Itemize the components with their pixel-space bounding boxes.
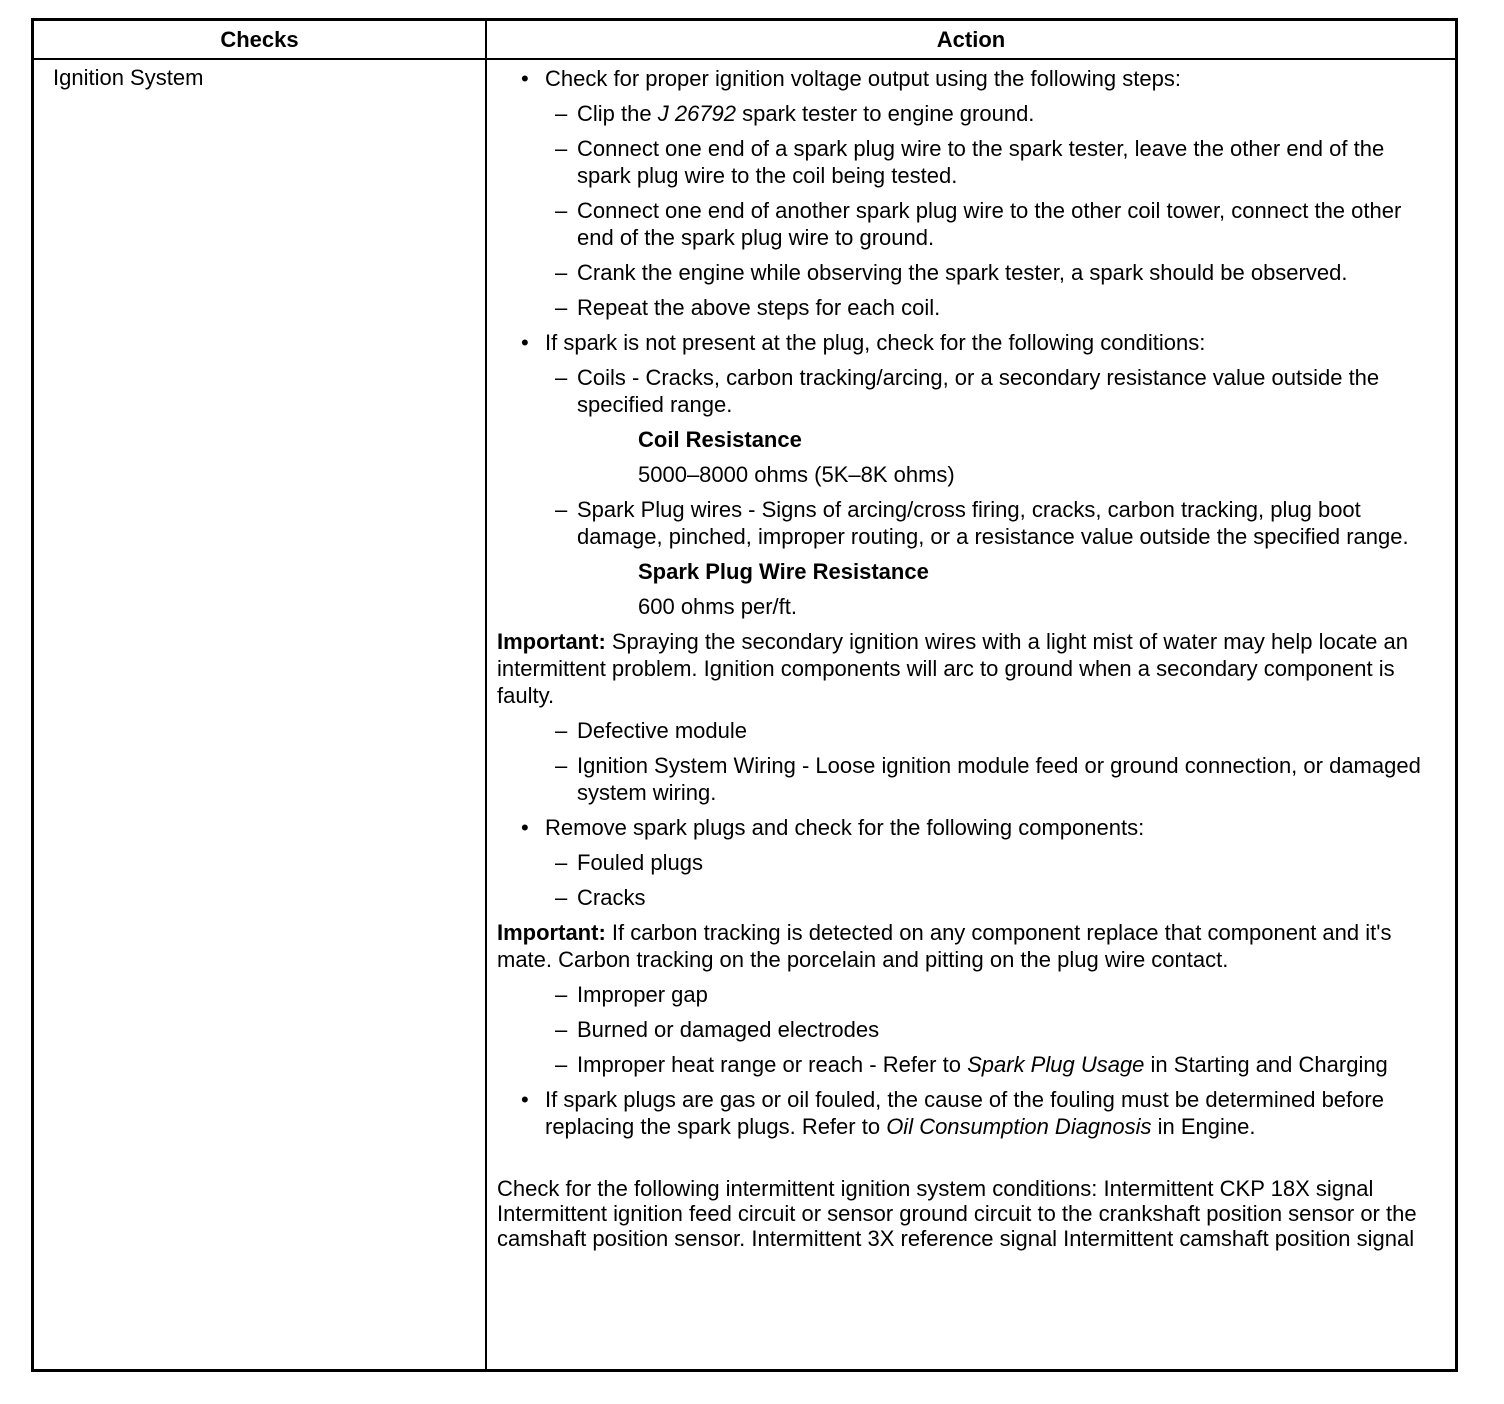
- dash-icon: –: [555, 365, 568, 390]
- dash-icon: –: [555, 850, 568, 875]
- dash-icon: –: [555, 497, 568, 522]
- dash-item: – Burned or damaged electrodes: [555, 1017, 880, 1042]
- bullet-icon: •: [521, 330, 529, 355]
- dash-item: – Coils - Cracks, carbon tracking/arcing, or a secondary resistance value outside the specified range.: [555, 365, 1380, 417]
- dash-icon: –: [555, 295, 568, 320]
- dash-item: – Spark Plug wires - Signs of arcing/cross firing, cracks, carbon tracking, plug boot damage, pinched, improper routing, or a resistance value outside the specified range.: [555, 497, 1409, 549]
- dash-icon: –: [555, 885, 568, 910]
- column-divider: [485, 21, 487, 1369]
- bullet-item: • If spark plugs are gas or oil fouled, the cause of the fouling must be determined before replacing the spark plugs. Refer to Oil Consumption Diagnosis in Engine.: [521, 1087, 1384, 1139]
- dash-item: – Improper gap: [555, 982, 708, 1007]
- intermittent-conditions-text: Check for the following intermittent ignition system conditions: Intermittent CKP 18X signal Intermittent ignition feed circuit or sensor ground circuit to the crankshaft position sensor or the camshaft position sensor. Intermittent 3X reference signal Intermittent camshaft position signal: [497, 1176, 1417, 1251]
- header-checks: Checks: [220, 27, 299, 52]
- dash-item: – Repeat the above steps for each coil.: [555, 295, 941, 320]
- dash-icon: –: [555, 260, 568, 285]
- cross-reference-link[interactable]: Spark Plug Usage: [967, 1052, 1145, 1077]
- dash-item: – Fouled plugs: [555, 850, 703, 875]
- bullet-item: • Check for proper ignition voltage output using the following steps:: [521, 66, 1181, 91]
- dash-item: – Improper heat range or reach - Refer to Spark Plug Usage in Starting and Charging: [555, 1052, 1388, 1077]
- cross-reference-link[interactable]: Oil Consumption Diagnosis: [886, 1114, 1152, 1139]
- spec-label: Spark Plug Wire Resistance: [638, 559, 929, 584]
- diagnostic-table: [31, 18, 1458, 1372]
- dash-icon: –: [555, 136, 568, 161]
- dash-item: – Clip the J 26792 spark tester to engine ground.: [555, 101, 1035, 126]
- dash-item: – Crank the engine while observing the spark tester, a spark should be observed.: [555, 260, 1348, 285]
- bullet-icon: •: [521, 1087, 529, 1112]
- dash-icon: –: [555, 1052, 568, 1077]
- dash-icon: –: [555, 198, 568, 223]
- dash-item: – Cracks: [555, 885, 646, 910]
- dash-item: – Connect one end of a spark plug wire to the spark tester, leave the other end of the spark plug wire to the coil being tested.: [555, 136, 1385, 188]
- spec-value: 5000–8000 ohms (5K–8K ohms): [638, 462, 955, 487]
- dash-item: – Defective module: [555, 718, 747, 743]
- table-header-row: [34, 21, 1455, 60]
- header-action: Action: [936, 27, 1006, 52]
- important-note: Important: If carbon tracking is detected on any component replace that component and it's mate. Carbon tracking on the porcelain and pitting on the plug wire contact.: [497, 920, 1392, 972]
- spec-value: 600 ohms per/ft.: [638, 594, 797, 619]
- bullet-item: • If spark is not present at the plug, check for the following conditions:: [521, 330, 1206, 355]
- action-cell: [497, 65, 1443, 1251]
- tool-reference: J 26792: [657, 101, 737, 126]
- dash-icon: –: [555, 982, 568, 1007]
- dash-item: – Ignition System Wiring - Loose ignition module feed or ground connection, or damaged system wiring.: [555, 753, 1421, 805]
- check-name: Ignition System: [53, 65, 204, 90]
- important-note: Important: Spraying the secondary ignition wires with a light mist of water may help locate an intermittent problem. Ignition components will arc to ground when a secondary component is faulty.: [497, 629, 1408, 708]
- dash-item: – Connect one end of another spark plug wire to the other coil tower, connect the other end of the spark plug wire to ground.: [555, 198, 1402, 250]
- bullet-icon: •: [521, 815, 529, 840]
- dash-icon: –: [555, 1017, 568, 1042]
- spec-label: Coil Resistance: [638, 427, 802, 452]
- bullet-icon: •: [521, 66, 529, 91]
- dash-icon: –: [555, 718, 568, 743]
- dash-icon: –: [555, 101, 568, 126]
- bullet-item: • Remove spark plugs and check for the following components:: [521, 815, 1145, 840]
- dash-icon: –: [555, 753, 568, 778]
